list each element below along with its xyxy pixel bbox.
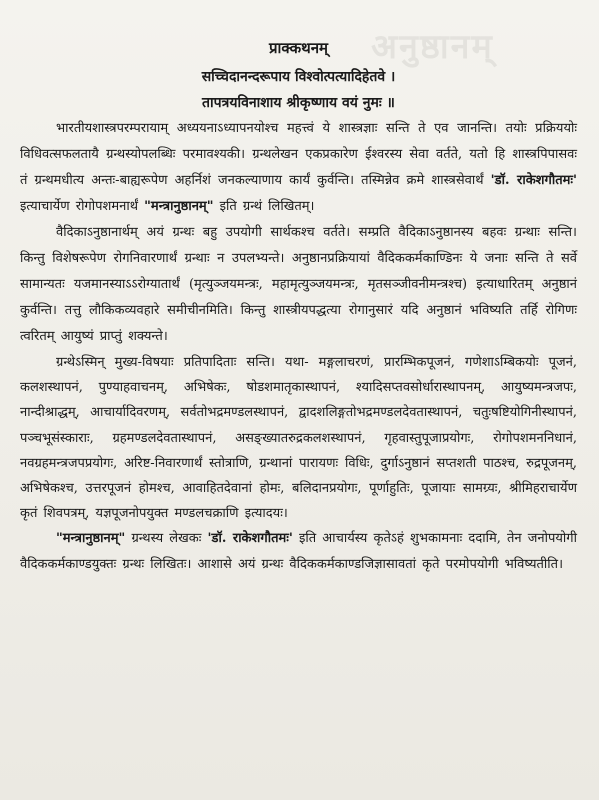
bleed-through-text: अनुष्ठानम् (371, 27, 494, 67)
paragraph-3: ग्रन्थेऽस्मिन् मुख्य-विषयाः प्रतिपादिताः सन्ति। यथा- मङ्गलाचरणं, प्रारम्भिकपूजनं, गणेशाऽम्बिकयोः पूजनं, कलशस्थापनं, पुण्याहवाचनम्, अभिषेकः, षोडशमातृकास्थापनं, श्यादिसप्तवसोर्धारास्थापनम्, आयुष्यमन्त्रजपः, नान्दीश्राद्धम्, आचार्यादिवरणम्, सर्वतोभद्रमण्डलस्थापनं, द्वादशलिङ्गतोभद्रमण्डलदेवतास्थापनं, चतुःषष्टियोगिनीस्थापनं, पञ्चभूसंस्काराः, ग्रहमण्डलदेवतास्थापनं, असङ्ख्यातरुद्रकलशस्थापनं, गृहवास्तुपूजाप्रयोगः, रोगोपशमननिधानं, नवग्रहमन्त्रजपप्रयोगः, अरिष्ट-निवारणार्थं स्तोत्राणि, ग्रन्थानां पारायणः विधिः, दुर्गाऽनुष्ठानं सप्तशती पाठश्च, रुद्रपूजनम्, अभिषेकश्च, उत्तरपूजनं होमश्च, आवाहितदेवानां होमः, बलिदानप्रयोगः, पूर्णाहुतिः, पूजायाः सामग्र्यः, श्रीमिहराचार्येण कृतं शिवपत्रम्, यज्ञपूजनोपयुक्त मण्डलचक्राणि इत्यादयः। (20, 355, 577, 522)
verse-line-2: तापत्रयविनाशाय श्रीकृष्णाय वयं नुमः ॥ (202, 95, 395, 111)
page-title: प्राक्कथनम् (269, 39, 328, 57)
verse-line-1: सच्चिदानन्दरूपाय विश्वोत्पत्यादिहेतवे । (201, 69, 396, 85)
paragraph-4 (20, 526, 577, 578)
author-name: 'डॉ. राकेशगौतमः' (490, 173, 577, 188)
paragraph-1-text-middle: इत्याचार्येण रोगोपशमनार्थं (20, 199, 145, 214)
paragraph-1-text-after: इति ग्रन्थं लिखितम्। (213, 199, 315, 214)
book-title: "मन्त्रानुष्ठानम्" (144, 199, 214, 214)
author-name: 'डॉ. राकेशगौतमः' (207, 531, 293, 547)
paragraph-4-text-middle: ग्रन्थस्य लेखकः (125, 531, 208, 547)
paragraph-4-text-after: इति आचार्यस्य कृतेऽहं शुभकामनाः ददामि, तेन जनोपयोगी वैदिककर्मकाण्डयुक्तः ग्रन्थः लिखितः। आशासे अयं ग्रन्थः वैदिककर्मकाण्डजिज्ञासावतां कृते परमोपयोगी भविष्यतीति। (20, 531, 577, 573)
book-title: "मन्त्रानुष्ठानम्" (56, 531, 126, 547)
page-content (20, 38, 577, 792)
paragraph-1 (20, 116, 577, 220)
paragraph-1-text-before: भारतीयशास्त्रपरम्परायाम् अध्ययनाऽध्यापनयोश्च महत्त्वं ये शास्त्रज्ञाः सन्ति ते एव जानन्ति। तयोः प्रक्रिययोः विधिवत्सफलतायै ग्रन्थस्योपलब्धिः परमावश्यकी। ग्रन्थलेखन एकप्रकारेण ईश्वरस्य सेवा वर्तते, यतो हि शास्त्रपिपासवः तं ग्रन्थमधीत्य अन्तः-बाह्यरूपेण अहर्निशं जनकल्याणाय कार्यं कुर्वन्ति। तस्मिन्नेव क्रमे शास्त्रसेवार्थं (20, 121, 577, 188)
paragraph-2: वैदिकाऽनुष्ठानार्थम् अयं ग्रन्थः बहु उपयोगी सार्थकश्च वर्तते। सम्प्रति वैदिकाऽनुष्ठानस्य बहवः ग्रन्थाः सन्ति। किन्तु विशेषरूपेण रोगनिवारणार्थं ग्रन्थाः न उपलभ्यन्ते। अनुष्ठानप्रक्रियायां वैदिककर्मकाण्डिनः ये जनाः सन्ति ते सर्वे सामान्यतः यजमानस्याऽऽरोग्यातार्थं (मृत्युञ्जयमन्त्रः, महामृत्युञ्जयमन्त्रः, मृतसञ्जीवनीमन्त्रश्च) इत्याधारितम् अनुष्ठानं कुर्वन्ति। तत्तु लौकिकव्यवहारे समीचीनमिति। किन्तु शास्त्रीयपद्धत्या रोगानुसारं यदि अनुष्ठानं भविष्यति तर्हि रोगिणः त्वरितम् आयुष्यं प्राप्तुं शक्यन्ते। (20, 225, 577, 344)
